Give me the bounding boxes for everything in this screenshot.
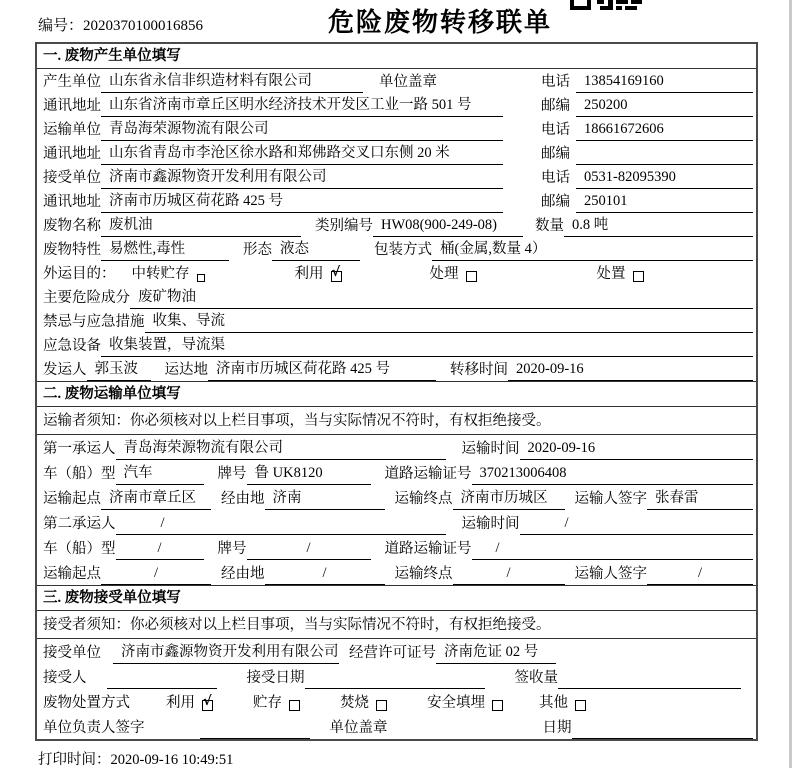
manifest-form: [35, 42, 758, 741]
equipment-value: 收集装置，导流渠: [101, 333, 753, 357]
carrier1-label: 第一承运人: [43, 441, 116, 457]
checkbox-disposal-incinerate: [376, 700, 387, 711]
carrier-sign-label: 运输人签字: [574, 491, 647, 507]
carrier2-origin-value: /: [101, 565, 211, 585]
row-recipient: [37, 664, 756, 689]
carrier2-permit-value: /: [472, 540, 754, 560]
carrier1-value: 青岛海荣源物流有限公司: [116, 436, 446, 460]
option-label: 中转贮存: [131, 266, 190, 282]
plate-label: 牌号: [217, 466, 247, 482]
plate-label: 牌号: [217, 541, 247, 557]
waste-name-value: 废机油: [101, 213, 301, 237]
transporter-zip-value: [576, 162, 753, 165]
zip-label: 邮编: [541, 194, 570, 210]
row-receiver-unit: [37, 165, 756, 189]
option-disposal-storage: [253, 691, 300, 714]
section3-header: 三. 废物接受单位填写: [37, 585, 756, 611]
receiver-value: 济南市鑫源物资开发利用有限公司: [101, 165, 503, 189]
option-label: 处置: [596, 266, 626, 282]
transporter-address-value: 山东省青岛市李沧区徐水路和郑佛路交叉口东侧 20 米: [101, 141, 503, 165]
carrier-sign-label: 运输人签字: [574, 566, 647, 582]
packing-label: 包装方式: [374, 242, 432, 258]
row-carrier1-route: [37, 485, 756, 510]
transporter-zip-group: [541, 142, 753, 165]
carrier1-plate-value: 鲁 UK8120: [247, 461, 371, 485]
carrier1-permit-value: 370213006408: [472, 465, 754, 485]
row-accept-unit: [37, 639, 756, 664]
option-dispose: [597, 262, 644, 285]
quantity-label: 数量: [535, 218, 564, 234]
transporter-phone-group: [541, 118, 753, 141]
form-label: 形态: [243, 242, 272, 258]
carrier1-terminus-value: 济南市历城区: [453, 486, 565, 510]
via-label: 经由地: [221, 566, 265, 582]
page-title: 危险废物转移联单: [327, 8, 552, 37]
equipment-label: 应急设备: [43, 338, 101, 354]
receiver-label: 接受单位: [43, 170, 101, 186]
row-carrier1: [37, 435, 756, 460]
checkbox-disposal-landfill: [492, 700, 503, 711]
quantity-value: 0.8 吨: [564, 213, 753, 237]
row-transporter-address: [37, 141, 756, 165]
option-label: 贮存: [253, 695, 282, 711]
option-transfer-storage: [132, 262, 205, 285]
doc-number-label: 编号：: [38, 18, 84, 34]
category-value: HW08(900-249-08): [373, 217, 523, 237]
transporter-label: 运输单位: [43, 122, 101, 138]
business-permit-value: 济南危证 02 号: [436, 640, 556, 664]
transporter-notice: 运输者须知：你必须核对以上栏目事项，当与实际情况不符时，有权拒绝接受。: [37, 407, 756, 435]
address-label: 通讯地址: [43, 98, 101, 114]
checkbox-dispose: [633, 271, 644, 282]
producer-value: 山东省永信非织造材料有限公司: [101, 69, 363, 93]
shipper-value: 郭玉波: [87, 357, 151, 381]
carrier2-terminus-value: /: [453, 565, 565, 585]
option-disposal-utilize: [166, 691, 213, 714]
vehicle-type-label: 车（船）型: [43, 466, 116, 482]
print-time-label: 打印时间：: [38, 752, 111, 768]
accept-unit-label: 接受单位: [43, 645, 101, 661]
disposal-method-label: 废物处置方式: [43, 695, 130, 711]
carrier2-time-value: /: [520, 515, 754, 535]
option-label: 处理: [429, 266, 459, 282]
option-label: 利用: [166, 695, 195, 711]
hazard-label: 主要危险成分: [43, 290, 130, 306]
checkbox-disposal-utilize: √: [203, 694, 212, 709]
unit-seal-label: 单位盖章: [329, 720, 388, 736]
waste-name-label: 废物名称: [43, 218, 101, 234]
unit-seal-label: 单位盖章: [379, 74, 437, 90]
carrier1-vehicle-value: 汽车: [116, 461, 204, 485]
taboo-value: 收集、导流: [145, 309, 754, 333]
transporter-value: 青岛海荣源物流有限公司: [101, 117, 503, 141]
carrier1-origin-value: 济南市章丘区: [101, 486, 211, 510]
section1-header: 一. 废物产生单位填写: [37, 44, 756, 69]
row-producer-address: [37, 93, 756, 117]
carrier2-value: /: [116, 515, 446, 535]
date-label: 日期: [542, 720, 572, 736]
option-label: 安全填埋: [427, 695, 485, 711]
purpose-label: 外运目的：: [43, 266, 116, 282]
receiver-zip-value: 250101: [576, 193, 753, 213]
producer-zip-group: [541, 94, 753, 117]
receiver-zip-group: [541, 190, 753, 213]
recipient-value: [107, 686, 217, 689]
row-waste-name: [37, 213, 756, 237]
row-carrier2-route: [37, 560, 756, 585]
row-taboo-measures: [37, 309, 756, 333]
producer-phone-value: 13854169160: [576, 73, 753, 93]
transfer-time-value: 2020-09-16: [508, 361, 753, 381]
producer-label: 产生单位: [43, 74, 101, 90]
row-carrier1-vehicle: [37, 460, 756, 485]
business-permit-label: 经营许可证号: [349, 645, 436, 661]
row-carrier2-vehicle: [37, 535, 756, 560]
option-utilize: [295, 262, 342, 285]
producer-zip-value: 250200: [576, 97, 753, 117]
destination-label: 运达地: [164, 362, 208, 378]
doc-number-value: 2020370100016856: [83, 18, 204, 34]
character-label: 废物特性: [43, 242, 101, 258]
signed-qty-label: 签收量: [514, 670, 558, 686]
producer-phone-group: [541, 70, 753, 93]
packing-value: 桶(金属,数量 4）: [432, 237, 753, 261]
checkbox-treat: [466, 271, 477, 282]
carrier1-sign-value: 张春雷: [647, 486, 753, 510]
phone-label: 电话: [541, 122, 570, 138]
head-sign-label: 单位负责人签字: [43, 720, 145, 736]
transport-time-label: 运输时间: [461, 441, 520, 457]
carrier2-via-value: /: [265, 565, 385, 585]
phone-label: 电话: [541, 170, 570, 186]
address-label: 通讯地址: [43, 146, 101, 162]
form-value: 液态: [272, 237, 360, 261]
transporter-phone-value: 18661672606: [576, 121, 753, 141]
row-carrier2: [37, 510, 756, 535]
carrier2-sign-value: /: [647, 565, 753, 585]
road-permit-label: 道路运输证号: [384, 541, 472, 557]
terminus-label: 运输终点: [394, 566, 453, 582]
transfer-time-label: 转移时间: [450, 362, 508, 378]
accept-unit-value: 济南市鑫源物资开发利用有限公司: [113, 640, 339, 664]
row-disposal-method: [37, 689, 756, 714]
carrier1-via-value: 济南: [265, 486, 385, 510]
road-permit-label: 道路运输证号: [384, 466, 472, 482]
option-disposal-other: [539, 691, 586, 714]
checkbox-disposal-storage: [289, 700, 300, 711]
accept-date-label: 接受日期: [246, 670, 305, 686]
signed-qty-value: [558, 686, 741, 689]
origin-label: 运输起点: [43, 491, 101, 507]
via-label: 经由地: [221, 491, 265, 507]
receiver-notice: 接受者须知：你必须核对以上栏目事项，当与实际情况不符时，有权拒绝接受。: [37, 611, 756, 639]
option-disposal-incinerate: [340, 691, 387, 714]
row-producer-unit: [37, 69, 756, 93]
receiver-phone-value: 0531-82095390: [576, 169, 753, 189]
date-value: [572, 736, 754, 739]
destination-value: 济南市历城区荷花路 425 号: [208, 357, 436, 381]
option-label: 焚烧: [340, 695, 369, 711]
zip-label: 邮编: [541, 146, 570, 162]
carrier2-label: 第二承运人: [43, 516, 116, 532]
vehicle-type-label: 车（船）型: [43, 541, 116, 557]
print-time: [38, 748, 233, 768]
option-label: 其他: [539, 695, 568, 711]
section2-header: 二. 废物运输单位填写: [37, 381, 756, 407]
hazard-value: 废矿物油: [130, 285, 753, 309]
checkbox-utilize: √: [331, 265, 341, 280]
zip-label: 邮编: [541, 98, 570, 114]
character-value: 易燃性,毒性: [101, 237, 229, 261]
receiver-address-value: 济南市历城区荷花路 425 号: [101, 189, 503, 213]
shipper-label: 发运人: [43, 362, 87, 378]
checkbox-transfer-storage: [197, 274, 205, 282]
row-transporter-unit: [37, 117, 756, 141]
row-shipper: [37, 357, 756, 381]
carrier1-time-value: 2020-09-16: [520, 440, 754, 460]
terminus-label: 运输终点: [394, 491, 453, 507]
origin-label: 运输起点: [43, 566, 101, 582]
page-edge-line: [789, 0, 792, 768]
row-head-signature: [37, 714, 756, 739]
accept-date-value: [305, 686, 485, 689]
category-label: 类别编号: [315, 218, 373, 234]
option-disposal-landfill: [427, 691, 503, 714]
address-label: 通讯地址: [43, 194, 101, 210]
transport-time-label: 运输时间: [461, 516, 520, 532]
taboo-label: 禁忌与应急措施: [43, 314, 145, 330]
qr-code-fragment: [570, 0, 642, 10]
phone-label: 电话: [541, 74, 570, 90]
row-waste-character: [37, 237, 756, 261]
carrier2-vehicle-value: /: [116, 540, 204, 560]
row-hazard-component: [37, 285, 756, 309]
row-purpose: [37, 261, 756, 285]
row-emergency-equipment: [37, 333, 756, 357]
recipient-label: 接受人: [43, 670, 87, 686]
row-receiver-address: [37, 189, 756, 213]
head-sign-value: [200, 736, 310, 739]
option-treat: [430, 262, 477, 285]
print-time-value: 2020-09-16 10:49:51: [110, 752, 234, 768]
checkbox-disposal-other: [575, 700, 586, 711]
option-label: 利用: [294, 266, 324, 282]
producer-address-value: 山东省济南市章丘区明水经济技术开发区工业一路 501 号: [101, 93, 503, 117]
receiver-phone-group: [541, 166, 753, 189]
carrier2-plate-value: /: [247, 540, 371, 560]
